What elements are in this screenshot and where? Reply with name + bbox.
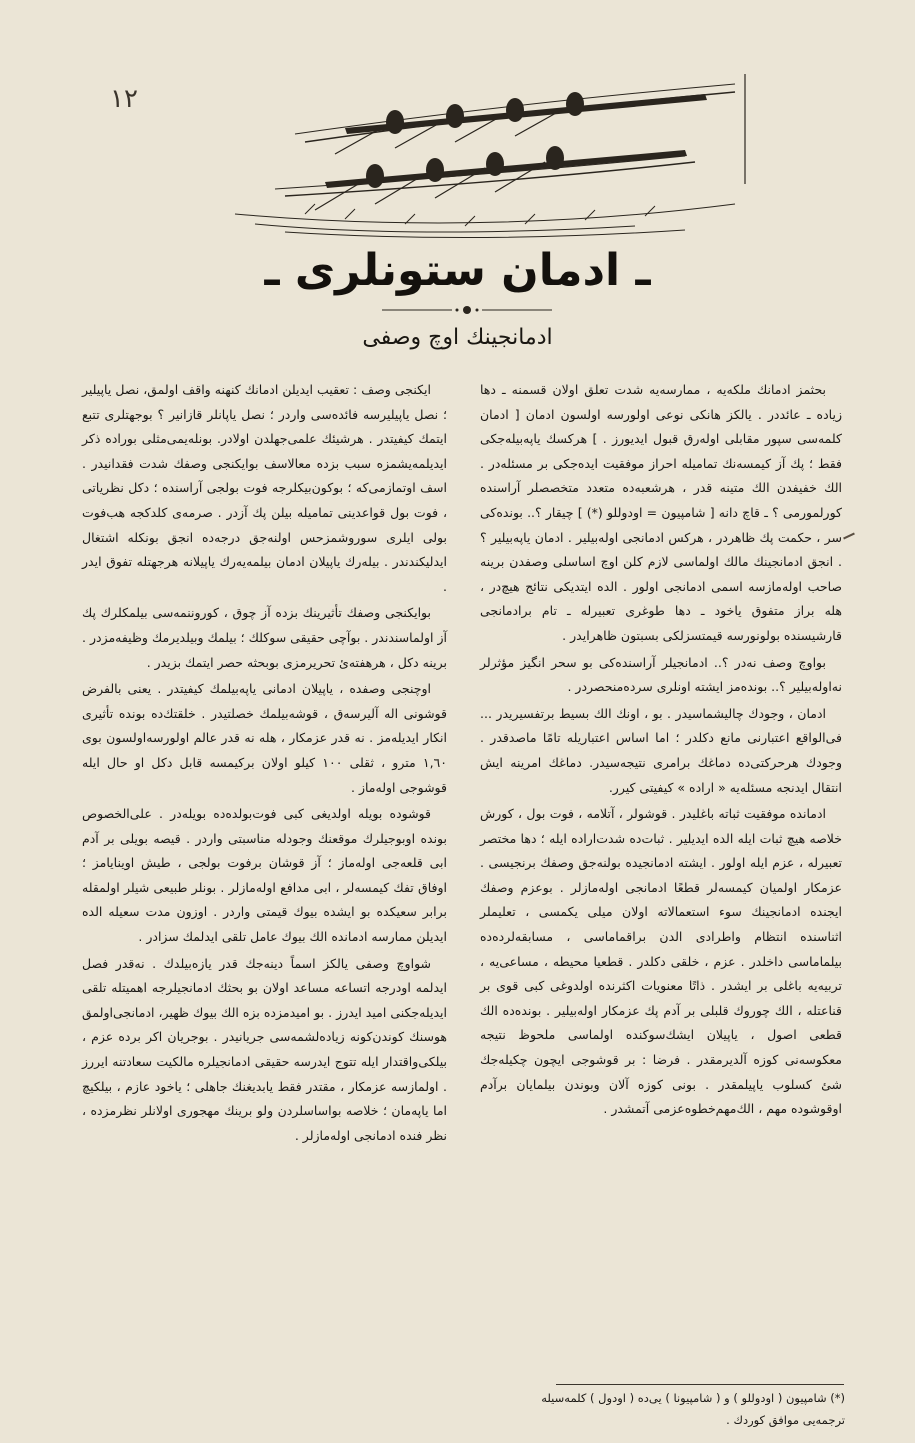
title-ornament xyxy=(382,302,552,318)
footnote-divider xyxy=(556,1384,844,1385)
paragraph: بوايكنجی وصفك تأثيرينك بزده آز چوق ، كوروننمه‌سی بيلمكلرك پك آز اولماسندندر . بوآچی حقيقی سوكلك ؛ بيلمك وبيلديرمك وظيفه‌مزدر . برينه دكل ، هرهفته‌ئ تحريرمزی بوبحثه حصر ايتمك بزيدر . xyxy=(82,605,447,670)
right-column xyxy=(480,378,842,1122)
left-column xyxy=(82,378,447,1148)
rowing-vignette xyxy=(215,64,755,242)
paragraph: بحثمز ادمانك ملكه‌يه ، ممارسه‌يه شدت تعلق اولان قسمنه ـ دها زياده ـ عائددر . يالكز هانكی نوعی اولورسه اولسون ادمان [ ادمان كلمه‌سی سپور مقابلی اولەرق قبول ايديورز . ] هركسك ياپه‌بيله‌جكی فقط ؛ پك آز كيمسه‌نك تماميله احراز موفقيت ايده‌جكی بر مسئله‌در . الك خفيفدن الك متينه قدر ، هرشعبه‌ده متعدد متخصصلر آراسنده كورلمورمی ؟ ـ قاچ دانه [ شامپيون = اودوللو (*) ] چيقار ؟.. بونده‌كی سر ، حكمت پك ظاهردر ، هركس ادمانجی اولەبيلير . ادمان ياپه‌بيلير ؟ . انجق ادمانجينك مالك اولماسی لازم كلن اوچ اساسلی وصفدن برينه صاحب اولەمازسه اسمی ادمانجی اولور . الده ايتديكی نتائج هيچ‌در ، هله براز متفوق ياخود ـ دها طوغری تعبيرله ـ تام برادمانجی قارشيسنده بولونورسه قيمتسزلكی بسبتون ظاهرايدر . xyxy=(480,382,842,643)
paragraph: بواوچ وصف نه‌در ؟.. ادمانجيلر آراسنده‌كی بو سحر انگيز مؤثرلر نه‌اوله‌بيلير ؟.. بوندەمز ايشته اونلری سرده‌منحصردر . xyxy=(480,654,842,695)
margin-mark xyxy=(843,533,855,540)
article-subtitle: ادمانجينك اوچ وصفی xyxy=(362,325,553,350)
paragraph: ادمان ، وجودك چاليشماسيدر . بو ، اونك الك بسيط برتفسيريدر ... فی‌الواقع اعتبارنی مانع دكلدر ؛ اما اساس اعتباريله تامًا ماصدقدر . وجودك هرحركتی‌ده دماغك برامری نتيجه‌سيدر. دماغك امرينه ايش انتقال ايدنجه مسئله‌يه « اراده » كيفيتی كيرر. xyxy=(480,705,842,795)
paragraph: ايكنجی وصف : تعقيب ايديلن ادمانك كنهنه واقف اولمق، نصل ياپيلير ؛ نصل ياپيليرسه فائده‌سی واردر ؛ نصل ياپانلر قازانير ؟ بوجهتلری تتبع ايتمك كيفيتدر . هرشيئك علمی‌جهلدن اولادر. بونلەيمی‌مثلی بوراده ذكر ايديلمه‌يشمزه سبب بزده معالاسف بوايكنجی وصفك شدت فقدانيدر . اسف اوتمازمی‌كه ؛ بوكون‌بيكلرجه فوت بولجی آراسنده ؛ دكل نظرياتی ، فوت بول قواعدينی تماميله بيلن پك آزدر . صرمه‌ی كلدكجه هب‌فوت بولی ايلری سوروشمزحس اولنه‌جق درجه‌ده انجق بونكله اشتغال ايدليكندندر . بيلەرك ياپيلان ادمان بيلمه‌يه‌رك ياپيلانه هرجهتله تفوق ايدر . xyxy=(82,382,447,594)
page-number: ١٢ xyxy=(110,84,138,114)
paragraph: ادمانده موفقيت ثباته باغلیدر . قوشولر ، آتلامه ، فوت بول ، كورش خلاصه هيچ ثبات ايله الده ايديلير . ثبات‌ده شدت‌اراده ايله ؛ دها مختصر تعبيرله ، عزم ايله اولور . ايشته ادمانجيده بولنه‌جق وصفك برنجيسی . عزمكار اولميان كيمسه‌لر قطعًا ادمانجی اوله‌مازلر . بوعزم وصفك ايجنده ادمانجينك سوء استعمالاته اولان ميلی يكمسی ، تعليملر اثناسنده انتظام واطرادی الدن براقماماسی ، مسابقه‌لرده‌ده بيلماماسی داخلدر . عزم ، خلقی دكلدر . قطعيا محيطه ، مساعی‌يه ، تربيه‌يه باغلی بر ايشدر . ذاتًا معنويات اكثرنده اولدوغی كبی قوی بر قناعتله ، الك چوروك قلبلی بر آدم پك عزمكار اوله‌بيلير . بونده‌ده الك قطعی اصول ، ياپيلان ايشك‌سوكنده اولماسی ملحوظ نتيجه معكوسه‌نی كوزه آلديرمقدر . فرضا : بر قوشوجی ايچون چكيله‌جك شئ كسلوب ياپيلمقدر . بونی كوزه آلان وبوندن بيلمايان برآدم اوقوشوده مهم ، الك‌مهم‌خطوه‌عزمی آتمشدر . xyxy=(480,806,842,1117)
paragraph: قوشوده بويله اولديغی كبی فوت‌بولده‌ده بويله‌در . علی‌الخصوص بونده اوبوجيلرك موقعنك وجودله مناسبتی واردر . قيصه بويلی بر آدم ابی قلعه‌جی اوله‌ماز ؛ آز قوشان برفوت بولجی ، طيش اوينايامز ؛ اوفاق تفك كيمسه‌لر ، ابی مدافع اوله‌مازلر . بونلر طبيعی شيلر اولمقله برابر سعيكده بو ايشده بيوك قيمتی واردر . اوزون مدت سعيله الده ايديلن ممارسه ادمانده الك بيوك عامل تلقی ايدلمك سزادر . xyxy=(82,806,447,945)
paragraph: شواوچ وصفی يالكز اسما‌ً دينه‌جك قدر يازه‌بيلدك . نه‌قدر فصل ايدلمه اودرجه اتساعه مساعد اولان بو بحثك ادمانجيلرجه اهميتله تلقی ايديله‌جكنی اميد ايدرز . بو اميدمزده بزه الك بيوك ظهير، ادمانجی‌اولمق هوسنك كوندن‌كونه زياده‌لشمه‌سی جريانيدر . بوجريان اكر برده عزم ، بيلكی‌واقتدار ايله تتوج ايدرسه حقيقی ادمانجيلره مالكيت سعادتنه ايررز . اولمازسه عزمكار ، مقتدر فقط يابديغنك جاهلی ؛ ياخود عازم ، بيلكيچ اما ياپه‌مان ؛ خلاصه بواساسلردن ولو برينك مهجوری اولانلر نظرمزده ، نظر فنده ادمانجی اوله‌مازلر . xyxy=(82,955,447,1143)
paragraph: اوچنجی وصفده ، ياپيلان ادمانی ياپه‌بيلمك كيفيتدر . يعنی بالفرض قوشونی اله آليرسەق ، قوشه‌بيلمك خصلتيدر . خلقتك‌ده بونده تأثيری انكار ايديله‌مز . نه قدر عزمكار ، هله نه قدر عالم اولورسه‌اولسون بوی ١,٦٠ مترو ، ثقلی ١٠٠ كيلو اولان بركيمسه قابل دكل او حال ايله قوشوجی اوله‌ماز . xyxy=(82,681,447,795)
footnote: (*) شامپيون ( اودوللو ) و ( شامپيونا ) يی‌ده ( اودول ) كلمه‌سيله ترجمه‌يی موافق كوردك . xyxy=(541,1391,845,1427)
article-title: ـ ادمان ستونلری ـ xyxy=(264,245,651,296)
